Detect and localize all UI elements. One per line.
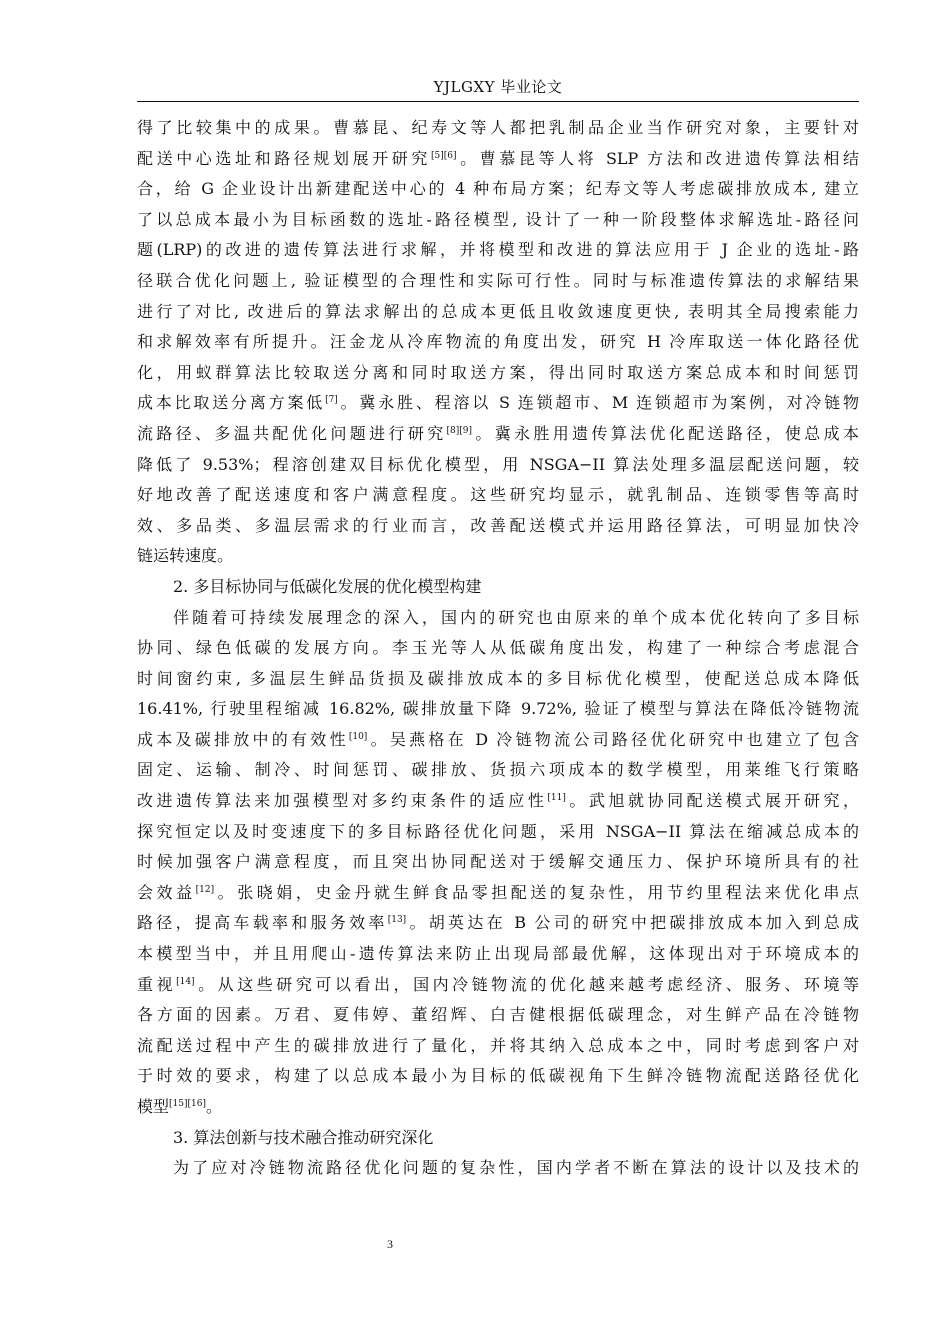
text-line [137, 297, 859, 328]
text-line [137, 113, 859, 144]
text-line [137, 1092, 859, 1123]
text-segment: 路径，提高车载率和服务效率 [137, 913, 388, 933]
text-line [137, 235, 859, 266]
text-segment: 。吴燕格在 D 冷链物流公司路径优化研究中也建立了包含 [367, 729, 859, 749]
text-segment: 会效益 [137, 882, 196, 902]
text-segment: 题(LRP)的改进的遗传算法进行求解，并将模型和改进的算法应用于 J 企业的选址-路 [137, 240, 859, 260]
section-heading [137, 572, 859, 603]
text-line [137, 450, 859, 481]
text-segment: 了以总成本最小为目标函数的选址-路径模型, 设计了一种一阶段整体求解选址-路径问 [137, 209, 859, 229]
text-segment: 。曹慕昆等人将 SLP 方法和改进遗传算法相结 [456, 148, 859, 168]
text-segment: 配送中心选址和路径规划展开研究 [137, 148, 431, 168]
citation-ref: [12] [195, 884, 215, 895]
citation-ref: [5][6] [430, 150, 457, 161]
text-line [137, 1031, 859, 1062]
text-segment: 得了比较集中的成果。曹慕昆、纪寿文等人都把乳制品企业当作研究对象，主要针对 [137, 118, 859, 137]
text-line [137, 358, 859, 389]
text-line [137, 970, 859, 1001]
text-segment: 成本及碳排放中的有效性 [137, 729, 349, 749]
text-line [137, 603, 859, 634]
text-line [137, 878, 859, 909]
text-segment: 重视 [137, 974, 177, 994]
text-segment: 效、多品类、多温层需求的行业而言，改善配送模式并运用路径算法，可明显加快冷 [137, 515, 859, 535]
text-segment: 固定、运输、制冷、时间惩罚、碳排放、货损六项成本的数学模型，用莱维飞行策略 [137, 760, 859, 780]
text-segment: 。冀永胜用遗传算法优化配送路径，使总成本 [472, 423, 859, 443]
text-segment: 改进遗传算法来加强模型对多约束条件的适应性 [137, 791, 548, 811]
text-segment: 化，用蚁群算法比较取送分离和同时取送方案，得出同时取送方案总成本和时间惩罚 [137, 362, 859, 382]
text-line [137, 388, 859, 419]
text-line [137, 817, 859, 848]
text-line [137, 664, 859, 695]
text-segment: 时间窗约束, 多温层生鲜品货损及碳排放成本的多目标优化模型，使配送总成本降低 [137, 668, 859, 688]
section-heading [137, 1123, 859, 1154]
text-line [137, 1000, 859, 1031]
citation-ref: [7] [325, 395, 338, 406]
citation-ref: [13] [387, 915, 407, 926]
text-line [137, 419, 859, 450]
text-line [137, 908, 859, 939]
text-segment: 和求解效率有所提升。汪金龙从冷库物流的角度出发，研究 H 冷库取送一体化路径优 [137, 332, 859, 352]
text-segment: 时候加强客户满意程度，而且突出协同配送对于缓解交通压力、保护环境所具有的社 [137, 852, 859, 872]
text-line [137, 327, 859, 358]
citation-ref: [14] [176, 976, 195, 987]
page-number: 3 [387, 1237, 393, 1251]
text-line [137, 541, 859, 572]
text-line [137, 847, 859, 878]
text-line [137, 725, 859, 756]
text-segment: 。武旭就协同配送模式展开研究， [565, 791, 859, 811]
text-segment: 链运转速度。 [137, 546, 234, 566]
text-line [137, 480, 859, 511]
text-segment: 降低了 9.53%；程溶创建双目标优化模型，用 NSGA−II 算法处理多温层配送问题，较 [137, 454, 859, 474]
text-line [137, 511, 859, 542]
page-header-title: YJLGXY 毕业论文 [433, 78, 563, 96]
text-segment: 模型 [137, 1097, 170, 1116]
text-segment: 于时效的要求，构建了以总成本最小为目标的低碳视角下生鲜冷链物流配送路径优化 [137, 1066, 859, 1086]
text-segment: 合，给 G 企业设计出新建配送中心的 4 种布局方案；纪寿文等人考虑碳排放成本, 建立 [137, 179, 859, 199]
text-line [137, 174, 859, 205]
text-segment: 各方面的因素。万君、夏伟婷、董绍辉、白吉健根据低碳理念，对生鲜产品在冷链物 [137, 1005, 859, 1025]
text-segment: 2. 多目标协同与低碳化发展的优化模型构建 [173, 576, 482, 596]
text-segment: 径联合优化问题上, 验证模型的合理性和实际可行性。同时与标准遗传算法的求解结果 [137, 270, 859, 290]
citation-ref: [8][9] [446, 425, 473, 436]
text-segment: 本模型当中，并且用爬山-遗传算法来防止出现局部最优解，这体现出对于环境成本的 [137, 944, 859, 964]
text-line [137, 1061, 859, 1092]
text-segment: 伴随着可持续发展理念的深入，国内的研究也由原来的单个成本优化转向了多目标 [173, 607, 859, 627]
body-text [137, 113, 859, 1184]
text-line [137, 755, 859, 786]
text-line [137, 144, 859, 175]
text-segment: 进行了对比, 改进后的算法求解出的总成本更低且收敛速度更快, 表明其全局搜索能力 [137, 301, 859, 321]
text-segment: 。冀永胜、程溶以 S 连锁超市、M 连锁超市为案例，对冷链物 [337, 393, 859, 413]
text-line [137, 205, 859, 236]
text-segment: 16.41%, 行驶里程缩减 16.82%, 碳排放量下降 9.72%, 验证了模型与算法在降低冷链物流 [137, 699, 859, 719]
text-segment: 为了应对冷链物流路径优化问题的复杂性，国内学者不断在算法的设计以及技术的 [173, 1158, 859, 1178]
citation-ref: [15][16] [169, 1099, 206, 1109]
text-segment: 探究恒定以及时变速度下的多目标路径优化问题，采用 NSGA−II 算法在缩减总成本的 [137, 821, 859, 841]
citation-ref: [11] [547, 793, 566, 804]
text-line [137, 786, 859, 817]
text-segment: 。胡英达在 B 公司的研究中把碳排放成本加入到总成 [406, 913, 859, 933]
text-segment: 。从这些研究可以看出，国内冷链物流的优化越来越考虑经济、服务、环境等 [194, 974, 859, 994]
text-segment: 流配送过程中产生的碳排放进行了量化，并将其纳入总成本之中，同时考虑到客户对 [137, 1035, 859, 1055]
text-segment: 3. 算法创新与技术融合推动研究深化 [173, 1127, 434, 1147]
text-segment: 。张晓娟，史金丹就生鲜食品零担配送的复杂性，用节约里程法来优化串点 [214, 882, 859, 902]
text-line [137, 939, 859, 970]
header-divider [137, 101, 859, 102]
text-segment: 。 [205, 1097, 222, 1116]
text-segment: 好地改善了配送速度和客户满意程度。这些研究均显示，就乳制品、连锁零售等高时 [137, 485, 859, 505]
text-line [137, 266, 859, 297]
text-segment: 成本比取送分离方案低 [137, 393, 326, 413]
citation-ref: [10] [348, 731, 368, 742]
text-line [137, 694, 859, 725]
text-segment: 流路径、多温共配优化问题进行研究 [137, 423, 447, 443]
text-segment: 协同、绿色低碳的发展方向。李玉光等人从低碳角度出发，构建了一种综合考虑混合 [137, 638, 859, 658]
text-line [137, 1153, 859, 1184]
text-line [137, 633, 859, 664]
